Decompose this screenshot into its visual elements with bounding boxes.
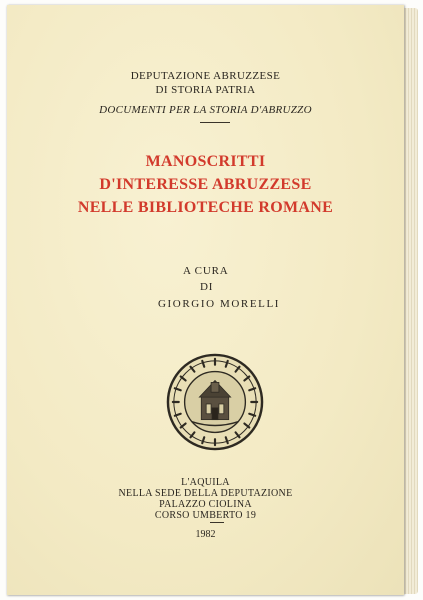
series-title: DOCUMENTI PER LA STORIA D'ABRUZZO bbox=[99, 104, 312, 116]
editor-prefix-1: A CURA bbox=[183, 265, 229, 277]
title-line-1: MANOSCRITTI bbox=[145, 153, 266, 170]
imprint-divider bbox=[210, 522, 224, 523]
divider-rule bbox=[200, 122, 230, 123]
title-line-3: NELLE BIBLIOTECHE ROMANE bbox=[77, 199, 334, 216]
imprint-line-2: NELLA SEDE DELLA DEPUTAZIONE bbox=[118, 488, 293, 499]
editor-name: GIORGIO MORELLI bbox=[158, 298, 281, 310]
editor-prefix-2: DI bbox=[200, 281, 214, 293]
imprint-line-4: CORSO UMBERTO 19 bbox=[154, 510, 257, 521]
imprint-city: L'AQUILA bbox=[181, 477, 230, 488]
imprint-line-3: PALAZZO CIOLINA bbox=[159, 499, 252, 510]
institution-line-2: DI STORIA PATRIA bbox=[155, 84, 256, 96]
title-line-2: D'INTERESSE ABRUZZESE bbox=[99, 176, 312, 193]
institution-line-1: DEPUTAZIONE ABRUZZESE bbox=[130, 70, 281, 82]
seal-emblem-icon bbox=[166, 353, 264, 451]
publication-year: 1982 bbox=[195, 529, 216, 540]
book-cover bbox=[7, 5, 404, 595]
